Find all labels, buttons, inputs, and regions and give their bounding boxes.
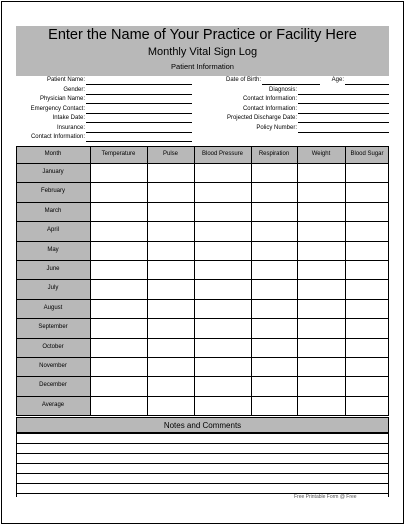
notes-line[interactable] [16,483,389,484]
physician-name-label: Physician Name: [39,96,85,102]
notes-line[interactable] [16,463,389,464]
row-label-average: Average [41,401,65,408]
grid-vertical-line [194,146,195,415]
notes-line[interactable] [16,473,389,474]
contact-information-right-1-label: Contact Information: [242,96,297,102]
diagnosis-field[interactable] [268,86,389,95]
patient-name-label: Patient Name: [46,77,85,83]
diagnosis-label: Diagnosis: [268,86,297,93]
date-of-birth-field[interactable] [225,76,320,85]
notes-line[interactable] [16,453,389,454]
vital-sign-table [16,146,389,415]
grid-vertical-line [345,146,346,415]
grid-vertical-line [388,146,389,415]
form-page [1,1,404,524]
physician-name-field[interactable] [39,95,192,104]
patient-name-field[interactable] [46,76,192,85]
notes-header [16,417,389,433]
contact-information-right-2-field[interactable] [242,105,389,114]
notes-section [16,417,389,497]
grid-vertical-line [251,146,252,415]
contact-information-field[interactable] [30,133,192,142]
row-label-november: November [39,363,67,369]
row-label-october: October [42,343,64,350]
insurance-label: Insurance: [56,124,85,131]
column-header-weight: Weight [311,151,331,157]
grid-vertical-line [297,146,298,415]
gender-label: Gender: [63,86,85,93]
form-header [16,26,389,76]
intake-date-label: Intake Date: [52,115,85,121]
projected-discharge-date-label: Projected Discharge Date: [226,115,297,121]
row-label-december: December [39,382,67,389]
date-of-birth-label: Date of Birth: [225,77,261,83]
row-label-april: April [46,227,59,234]
row-label-july: July [47,285,59,292]
grid-vertical-line [90,146,91,415]
intake-date-field[interactable] [52,114,192,123]
column-header-respiration: Respiration [258,151,290,157]
contact-information-label: Contact Information: [30,134,85,140]
notes-line[interactable] [16,433,389,434]
row-label-march: March [44,207,62,214]
age-field[interactable] [331,76,389,85]
projected-discharge-date-field[interactable] [226,114,389,123]
row-label-january: January [42,169,64,175]
practice-name-title[interactable]: Enter the Name of Your Practice or Facility Here [48,27,357,43]
footer-credit: Free Printable Form @ Free [294,494,357,500]
policy-number-label: Policy Number: [256,124,297,131]
policy-number-field[interactable] [256,124,389,133]
patient-information-label: Patient Information [171,62,234,71]
column-header-pulse: Pulse [162,151,178,157]
insurance-field[interactable] [56,124,192,133]
emergency-contact-label: Emergency Contact: [30,105,85,112]
age-label: Age: [331,77,344,83]
column-header-blood-pressure: Blood Pressure [201,151,244,157]
gender-field[interactable] [63,86,192,95]
row-label-june: June [46,266,60,272]
row-label-february: February [40,188,65,195]
column-header-temperature: Temperature [101,151,136,157]
row-label-august: August [43,304,63,311]
log-subtitle: Monthly Vital Sign Log [147,46,258,58]
emergency-contact-field[interactable] [30,105,192,114]
contact-information-right-1-field[interactable] [242,95,389,104]
column-header-blood-sugar: Blood Sugar [350,151,384,157]
grid-vertical-line [147,146,148,415]
contact-information-right-2-label: Contact Information: [242,105,297,112]
column-header-month: Month [44,151,62,157]
patient-information-fields [16,76,389,142]
notes-title: Notes and Comments [163,421,242,430]
row-label-may: May [47,246,59,253]
notes-line[interactable] [16,443,389,444]
row-label-september: September [38,324,68,331]
